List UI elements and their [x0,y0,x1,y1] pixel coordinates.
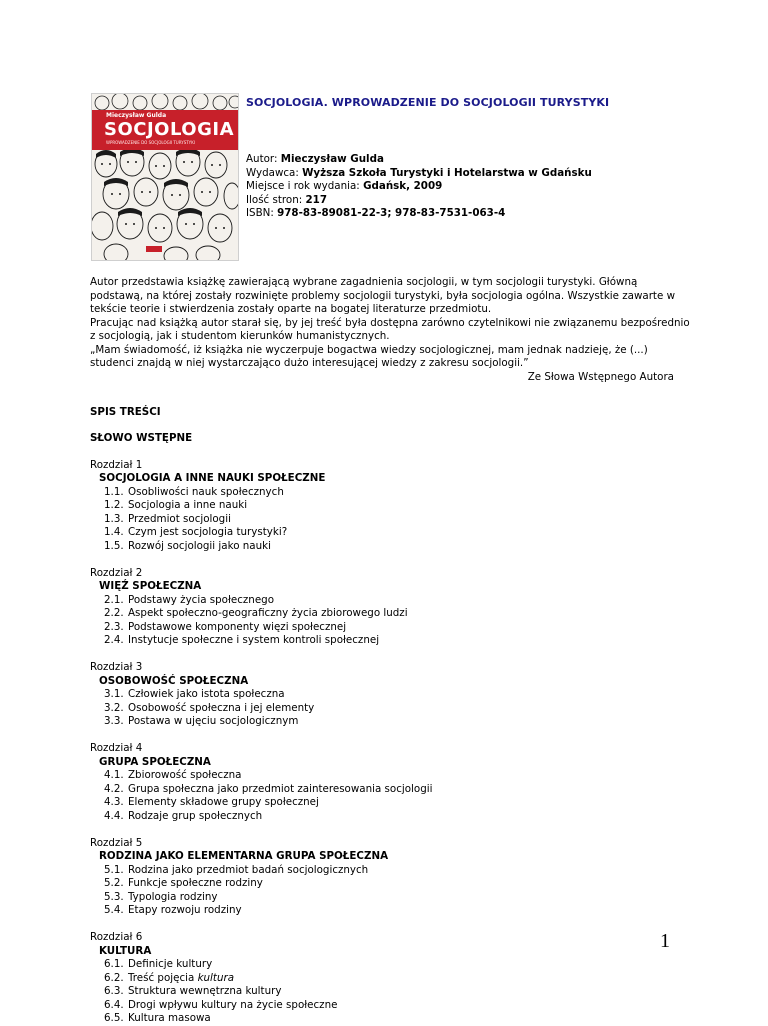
toc-item-title: Funkcje społeczne rodziny [128,877,263,889]
toc-item [104,864,432,878]
description-paragraph: Autor przedstawia książkę zawierającą wybrane zagadnienia socjologii, w tym socjologii turystyki. Główną podstawą, na której zostały rozwinięte problemy socjologii turystyki, była socjologia ogólna. Wszystkie zawarte w tekście teorie i stwierdzenia zostały oparte na bogatej literaturze przedmiotu. [90,276,675,315]
page-number: 1 [660,930,670,952]
toc-item [104,607,432,621]
book-title: SOCJOLOGIA. WPROWADZENIE DO SOCJOLOGII TURYSTYKI [246,96,610,109]
chapter-label: Rozdział 6 [90,931,143,943]
cover-illustration-top [92,94,238,110]
toc-item-title: Struktura wewnętrzna kultury [128,985,282,997]
toc-item [104,810,432,824]
toc-item-number: 3.3. [104,715,124,727]
toc-item-number: 5.4. [104,904,124,916]
toc-item-number: 1.5. [104,539,124,552]
chapter-title: GRUPA SPOŁECZNA [99,755,211,768]
toc-item-title: Drogi wpływu kultury na życie społeczne [128,998,338,1011]
meta-publisher: Wydawca: Wyższa Szkoła Turystyki i Hotelarstwa w Gdańsku [246,166,592,179]
toc-item-number: 3.1. [104,688,124,700]
meta-isbn: ISBN: 978-83-89081-22-3; 978-83-7531-063-4 [246,207,506,219]
toc-item-number: 5.3. [104,890,124,903]
toc-item [104,715,432,729]
toc-item-number: 6.3. [104,985,124,997]
toc-item [104,796,432,810]
toc-item [104,972,432,986]
chapter-label: Rozdział 5 [90,836,143,849]
toc-chapter [90,661,432,729]
toc-item [104,526,432,540]
cover-title: SOCJOLOGIA [104,119,235,140]
toc-item-number: 1.3. [104,512,124,525]
toc-item-title: Rozwój socjologii jako nauki [128,539,271,552]
toc-item-title: Elementy składowe grupy społecznej [128,796,319,808]
book-cover-image [91,93,239,261]
chapter-label: Rozdział 2 [90,566,143,579]
toc-item [104,621,432,635]
toc-item [104,999,432,1013]
toc-item [104,904,432,918]
toc-item [104,688,432,702]
toc-item-number: 2.4. [104,634,124,646]
toc-item-number: 6.5. [104,1012,124,1024]
toc-item-title: Podstawowe komponenty więzi społecznej [128,620,347,633]
toc-item-number: 4.2. [104,782,124,795]
toc-chapters [90,459,432,1026]
cover-subtitle: WPROWADZENIE DO SOCJOLOGII TURYSTYKI [106,140,195,145]
toc-item-title: Postawa w ujęciu socjologicznym [128,715,299,727]
meta-place-year: Miejsce i rok wydania: Gdańsk, 2009 [246,180,443,192]
description-paragraph: Pracując nad książką autor starał się, by jej treść była dostępna zarówno czytelnikowi nie związanemu bezpośrednio z socjologią, jak i studentom kierunków humanistycznych. [90,316,690,342]
book-description [90,276,690,384]
book-metadata [246,153,592,221]
toc-item-title: Przedmiot socjologii [128,512,231,525]
chapter-label: Rozdział 1 [90,458,143,471]
toc-item-number: 1.2. [104,499,124,511]
toc-item [104,985,432,999]
cover-author: Mieczysław Gulda [106,112,167,119]
toc-item [104,891,432,905]
toc-item-title: Rodzaje grup społecznych [128,809,263,822]
toc-item [104,769,432,783]
toc-item-title: Podstawy życia społecznego [128,593,275,606]
toc-item-title: Człowiek jako istota społeczna [128,688,285,700]
toc-item [104,783,432,797]
toc-item [104,540,432,554]
toc-item-title: Etapy rozwoju rodziny [128,904,242,916]
toc-chapter [90,459,432,554]
toc-item [104,634,432,648]
toc-foreword: SŁOWO WSTĘPNE [90,431,193,444]
cover-illustration-faces [92,150,238,260]
toc-item-title: Kultura masowa [128,1012,211,1024]
toc-item-number: 3.2. [104,701,124,714]
toc-item-number: 2.3. [104,620,124,633]
toc-item-title: Grupa społeczna jako przedmiot zainteresowania socjologii [128,782,433,795]
toc-chapter [90,567,432,648]
meta-pages: Ilość stron: 217 [246,193,327,206]
table-of-contents [90,406,432,1026]
toc-item-number: 4.3. [104,796,124,808]
description-quote: „Mam świadomość, iż książka nie wyczerpuje bogactwa wiedzy socjologicznej, mam jednak nadzieję, że (...) studenci znajdą w niej wystarczająco dużo interesującej wiedzy z zakresu socjologii.” [90,343,648,369]
toc-item-title: Osobliwości nauk społecznych [128,485,284,498]
toc-item-number: 5.1. [104,863,124,876]
toc-item-number: 6.2. [104,971,124,984]
chapter-title: KULTURA [99,944,152,957]
toc-item-number: 2.1. [104,593,124,606]
toc-item [104,513,432,527]
cover-publisher-logo [146,246,162,252]
toc-item-number: 5.2. [104,877,124,889]
chapter-title: SOCJOLOGIA A INNE NAUKI SPOŁECZNE [99,472,326,484]
toc-item-number: 6.1. [104,958,124,970]
toc-item-title: Zbiorowość społeczna [128,769,242,781]
toc-item-number: 4.1. [104,769,124,781]
toc-item [104,499,432,513]
toc-item-number: 1.4. [104,526,124,538]
chapter-label: Rozdział 3 [90,661,143,673]
toc-item-title: Typologia rodziny [128,890,218,903]
toc-item [104,958,432,972]
toc-item [104,877,432,891]
toc-item-number: 1.1. [104,485,124,498]
toc-item-title: Osobowość społeczna i jej elementy [128,701,315,714]
toc-item-number: 2.2. [104,607,124,619]
toc-item-title: Rodzina jako przedmiot badań socjologicznych [128,863,369,876]
chapter-title: RODZINA JAKO ELEMENTARNA GRUPA SPOŁECZNA [99,850,389,862]
toc-item-title: Aspekt społeczno-geograficzny życia zbiorowego ludzi [128,607,408,619]
toc-item [104,594,432,608]
toc-item-title: Socjologia a inne nauki [128,499,248,511]
toc-item-title: Treść pojęcia kultura [128,971,235,984]
toc-heading: SPIS TREŚCI [90,406,161,418]
toc-item [104,486,432,500]
toc-item [104,1012,432,1026]
toc-chapter [90,837,432,918]
toc-item-title: Instytucje społeczne i system kontroli społecznej [128,634,380,646]
toc-chapter [90,931,432,1026]
toc-item-title: Czym jest socjologia turystyki? [128,526,288,538]
toc-chapter [90,742,432,823]
meta-author: Autor: Mieczysław Gulda [246,153,384,165]
chapter-title: OSOBOWOŚĆ SPOŁECZNA [99,674,249,687]
toc-item-number: 6.4. [104,998,124,1011]
chapter-label: Rozdział 4 [90,742,143,754]
chapter-title: WIĘŹ SPOŁECZNA [99,580,202,592]
description-signature: Ze Słowa Wstępnego Autora [527,370,674,383]
toc-item [104,702,432,716]
toc-item-number: 4.4. [104,809,124,822]
toc-item-title: Definicje kultury [128,958,213,970]
